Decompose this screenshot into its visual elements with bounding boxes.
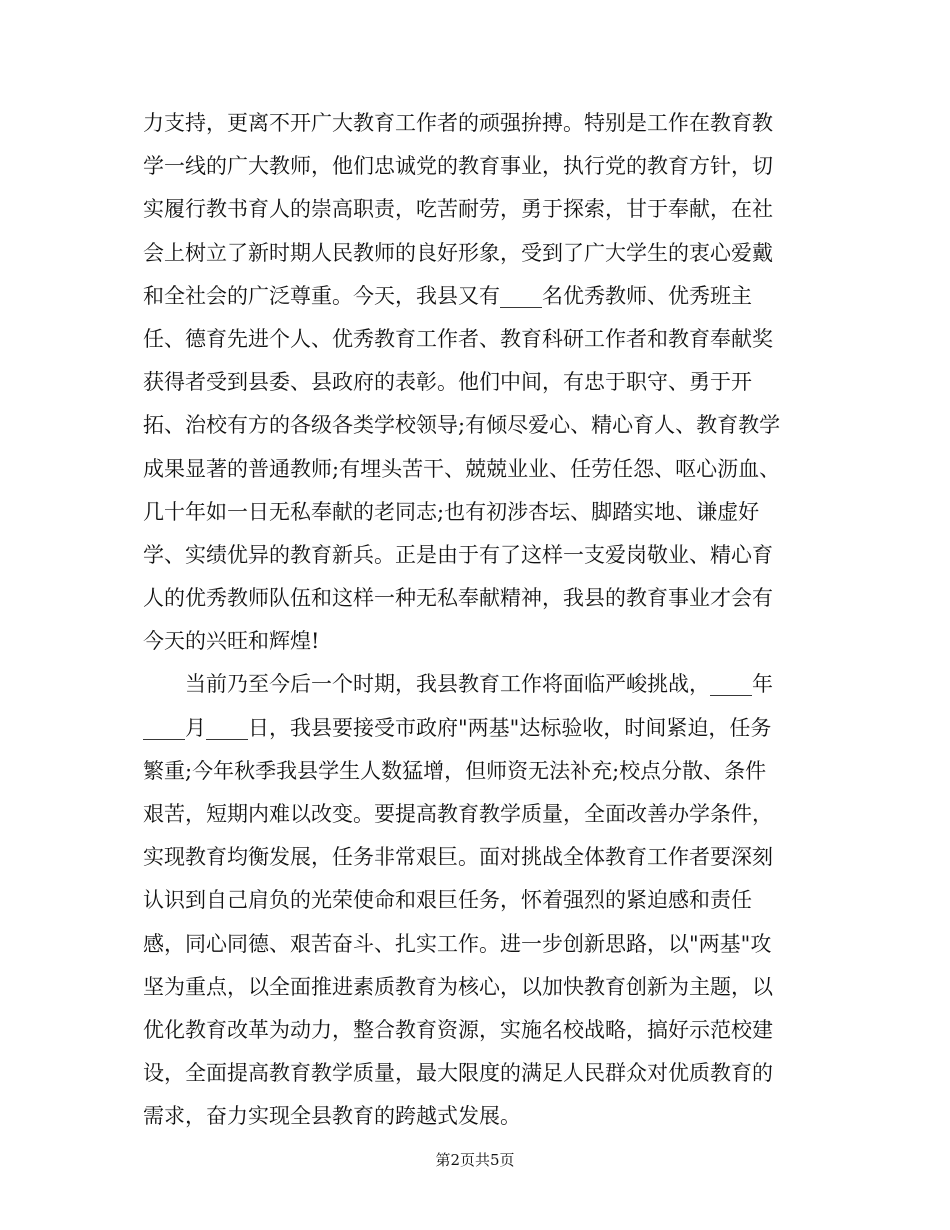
- text-line: 认识到自己肩负的光荣使命和艰巨任务，怀着强烈的紧迫感和责任: [143, 888, 752, 913]
- text-line: 任、德育先进个人、优秀教育工作者、教育科研工作者和教育奉献奖: [143, 326, 773, 351]
- text-line: 实现教育均衡发展，任务非常艰巨。面对挑战全体教育工作者要深刻: [143, 845, 773, 870]
- text-line: 学一线的广大教师，他们忠诚党的教育事业，执行党的教育方针，切: [143, 154, 773, 179]
- text-line: 艰苦，短期内难以改变。要提高教育教学质量，全面改善办学条件，: [143, 802, 773, 826]
- text-line: 力支持，更离不开广大教育工作者的顽强拚搏。特别是工作在教育教: [143, 111, 773, 135]
- text-line: 繁重;今年秋季我县学生人数猛增，但师资无法补充;校点分散、条件: [143, 758, 767, 783]
- text-line: 学、实绩优异的教育新兵。正是由于有了这样一支爱岗敬业、精心育: [143, 542, 773, 567]
- text-line: 优化教育改革为动力，整合教育资源，实施名校战略，搞好示范校建: [143, 1017, 773, 1042]
- text-line: 实履行教书育人的崇高职责，吃苦耐劳，勇于探索，甘于奉献，在社: [143, 197, 773, 222]
- text-line: 获得者受到县委、县政府的表彰。他们中间，有忠于职守、勇于开: [143, 370, 752, 395]
- paragraph-start-line: 当前乃至今后一个时期，我县教育工作将面临严峻挑战，____年: [185, 672, 773, 697]
- text-line: 人的优秀教师队伍和这样一种无私奉献精神，我县的教育事业才会有: [143, 586, 773, 611]
- text-line: 几十年如一日无私奉献的老同志;也有初涉杏坛、脚踏实地、谦虚好: [143, 499, 760, 524]
- text-line: 今天的兴旺和辉煌!: [143, 629, 320, 654]
- text-line: 成果显著的普通教师;有埋头苦干、兢兢业业、任劳任怨、呕心沥血、: [143, 456, 781, 481]
- text-line: ____月____日，我县要接受市政府"两基"达标验收，时间紧迫，任务: [143, 715, 772, 740]
- document-body: [143, 102, 807, 1139]
- text-line: 拓、治校有方的各级各类学校领导;有倾尽爱心、精心育人、教育教学: [143, 413, 781, 438]
- text-line: 和全社会的广泛尊重。今天，我县又有____名优秀教师、优秀班主: [143, 283, 752, 308]
- page-number-footer: 第2页共5页: [435, 1151, 515, 1169]
- text-line: 会上树立了新时期人民教师的良好形象，受到了广大学生的衷心爱戴: [143, 240, 773, 265]
- text-line: 需求，奋力实现全县教育的跨越式发展。: [143, 1104, 521, 1129]
- text-line: 设，全面提高教育教学质量，最大限度的满足人民群众对优质教育的: [143, 1061, 773, 1086]
- text-line: 感，同心同德、艰苦奋斗、扎实工作。进一步创新思路，以"两基"攻: [143, 931, 772, 956]
- text-line: 坚为重点，以全面推进素质教育为核心，以加快教育创新为主题，以: [143, 974, 773, 999]
